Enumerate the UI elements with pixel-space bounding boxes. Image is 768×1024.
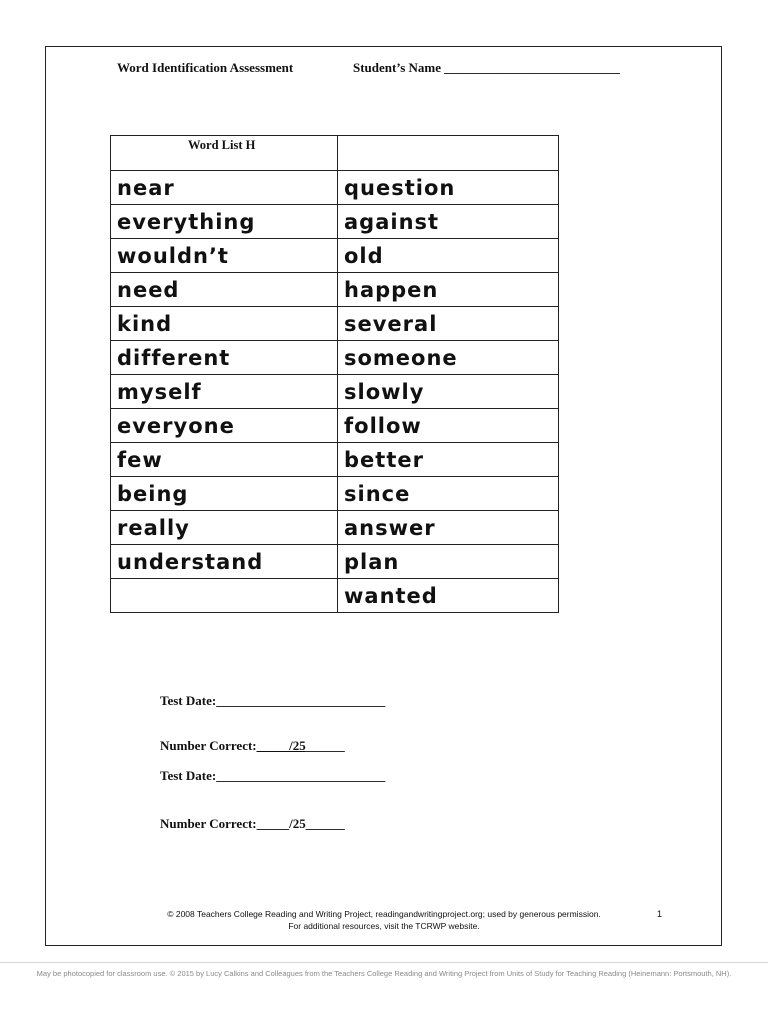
table-row <box>111 273 559 307</box>
word-cell-left: being <box>111 477 338 511</box>
word-cell-right: against <box>338 205 559 239</box>
number-correct-label: Number Correct: <box>160 738 257 753</box>
copyright-line-1: © 2008 Teachers College Reading and Writing Project, readingandwritingproject.org; used by generous permission. <box>167 909 601 919</box>
word-cell-right: several <box>338 307 559 341</box>
footer-note: May be photocopied for classroom use. © 2015 by Lucy Calkins and Colleagues from the Teachers College Reading and Writing Project from Units of Study for Teaching Reading (Heinemann: Portsmouth, NH). <box>36 969 732 978</box>
word-cell-right: plan <box>338 545 559 579</box>
table-row <box>111 511 559 545</box>
number-correct-1 <box>160 738 345 754</box>
word-cell-right: slowly <box>338 375 559 409</box>
word-cell-left: wouldn’t <box>111 239 338 273</box>
test-date-2: Test Date:__________________________ <box>160 768 386 783</box>
table-row <box>111 239 559 273</box>
word-cell-left: different <box>111 341 338 375</box>
table-row <box>111 205 559 239</box>
word-cell-left: kind <box>111 307 338 341</box>
word-cell-right: better <box>338 443 559 477</box>
word-cell-left: near <box>111 171 338 205</box>
table-row <box>111 443 559 477</box>
number-correct-2: Number Correct:_____/25______ <box>160 816 345 831</box>
table-header-row <box>111 136 559 171</box>
copyright-line-2: For additional resources, visit the TCRWP website. <box>288 921 480 931</box>
table-row <box>111 477 559 511</box>
footer-divider <box>0 962 768 963</box>
word-cell-right: answer <box>338 511 559 545</box>
table-row <box>111 579 559 613</box>
word-cell-left <box>111 579 338 613</box>
word-list-heading: Word List H <box>111 136 338 171</box>
table-row <box>111 171 559 205</box>
number-correct-tail: ______ <box>305 738 345 753</box>
word-list-table <box>110 135 559 613</box>
assessment-title: Word Identification Assessment <box>117 60 294 75</box>
word-cell-left: everything <box>111 205 338 239</box>
table-row <box>111 341 559 375</box>
table-row <box>111 375 559 409</box>
word-cell-right: happen <box>338 273 559 307</box>
table-row <box>111 545 559 579</box>
word-cell-left: need <box>111 273 338 307</box>
word-cell-right: question <box>338 171 559 205</box>
word-cell-left: understand <box>111 545 338 579</box>
test-date-1: Test Date:__________________________ <box>160 693 386 708</box>
word-cell-right: follow <box>338 409 559 443</box>
word-cell-right: someone <box>338 341 559 375</box>
word-cell-left: few <box>111 443 338 477</box>
table-row <box>111 307 559 341</box>
word-cell-right: since <box>338 477 559 511</box>
table-row <box>111 409 559 443</box>
word-cell-right: old <box>338 239 559 273</box>
number-correct-blank: _____/25 <box>256 738 306 753</box>
page-number: 1 <box>657 909 663 919</box>
word-list-heading-blank <box>338 136 559 171</box>
word-cell-left: everyone <box>111 409 338 443</box>
word-cell-left: myself <box>111 375 338 409</box>
word-cell-right: wanted <box>338 579 559 613</box>
word-cell-left: really <box>111 511 338 545</box>
student-name-field: Student’s Name ___________________________ <box>353 60 620 75</box>
